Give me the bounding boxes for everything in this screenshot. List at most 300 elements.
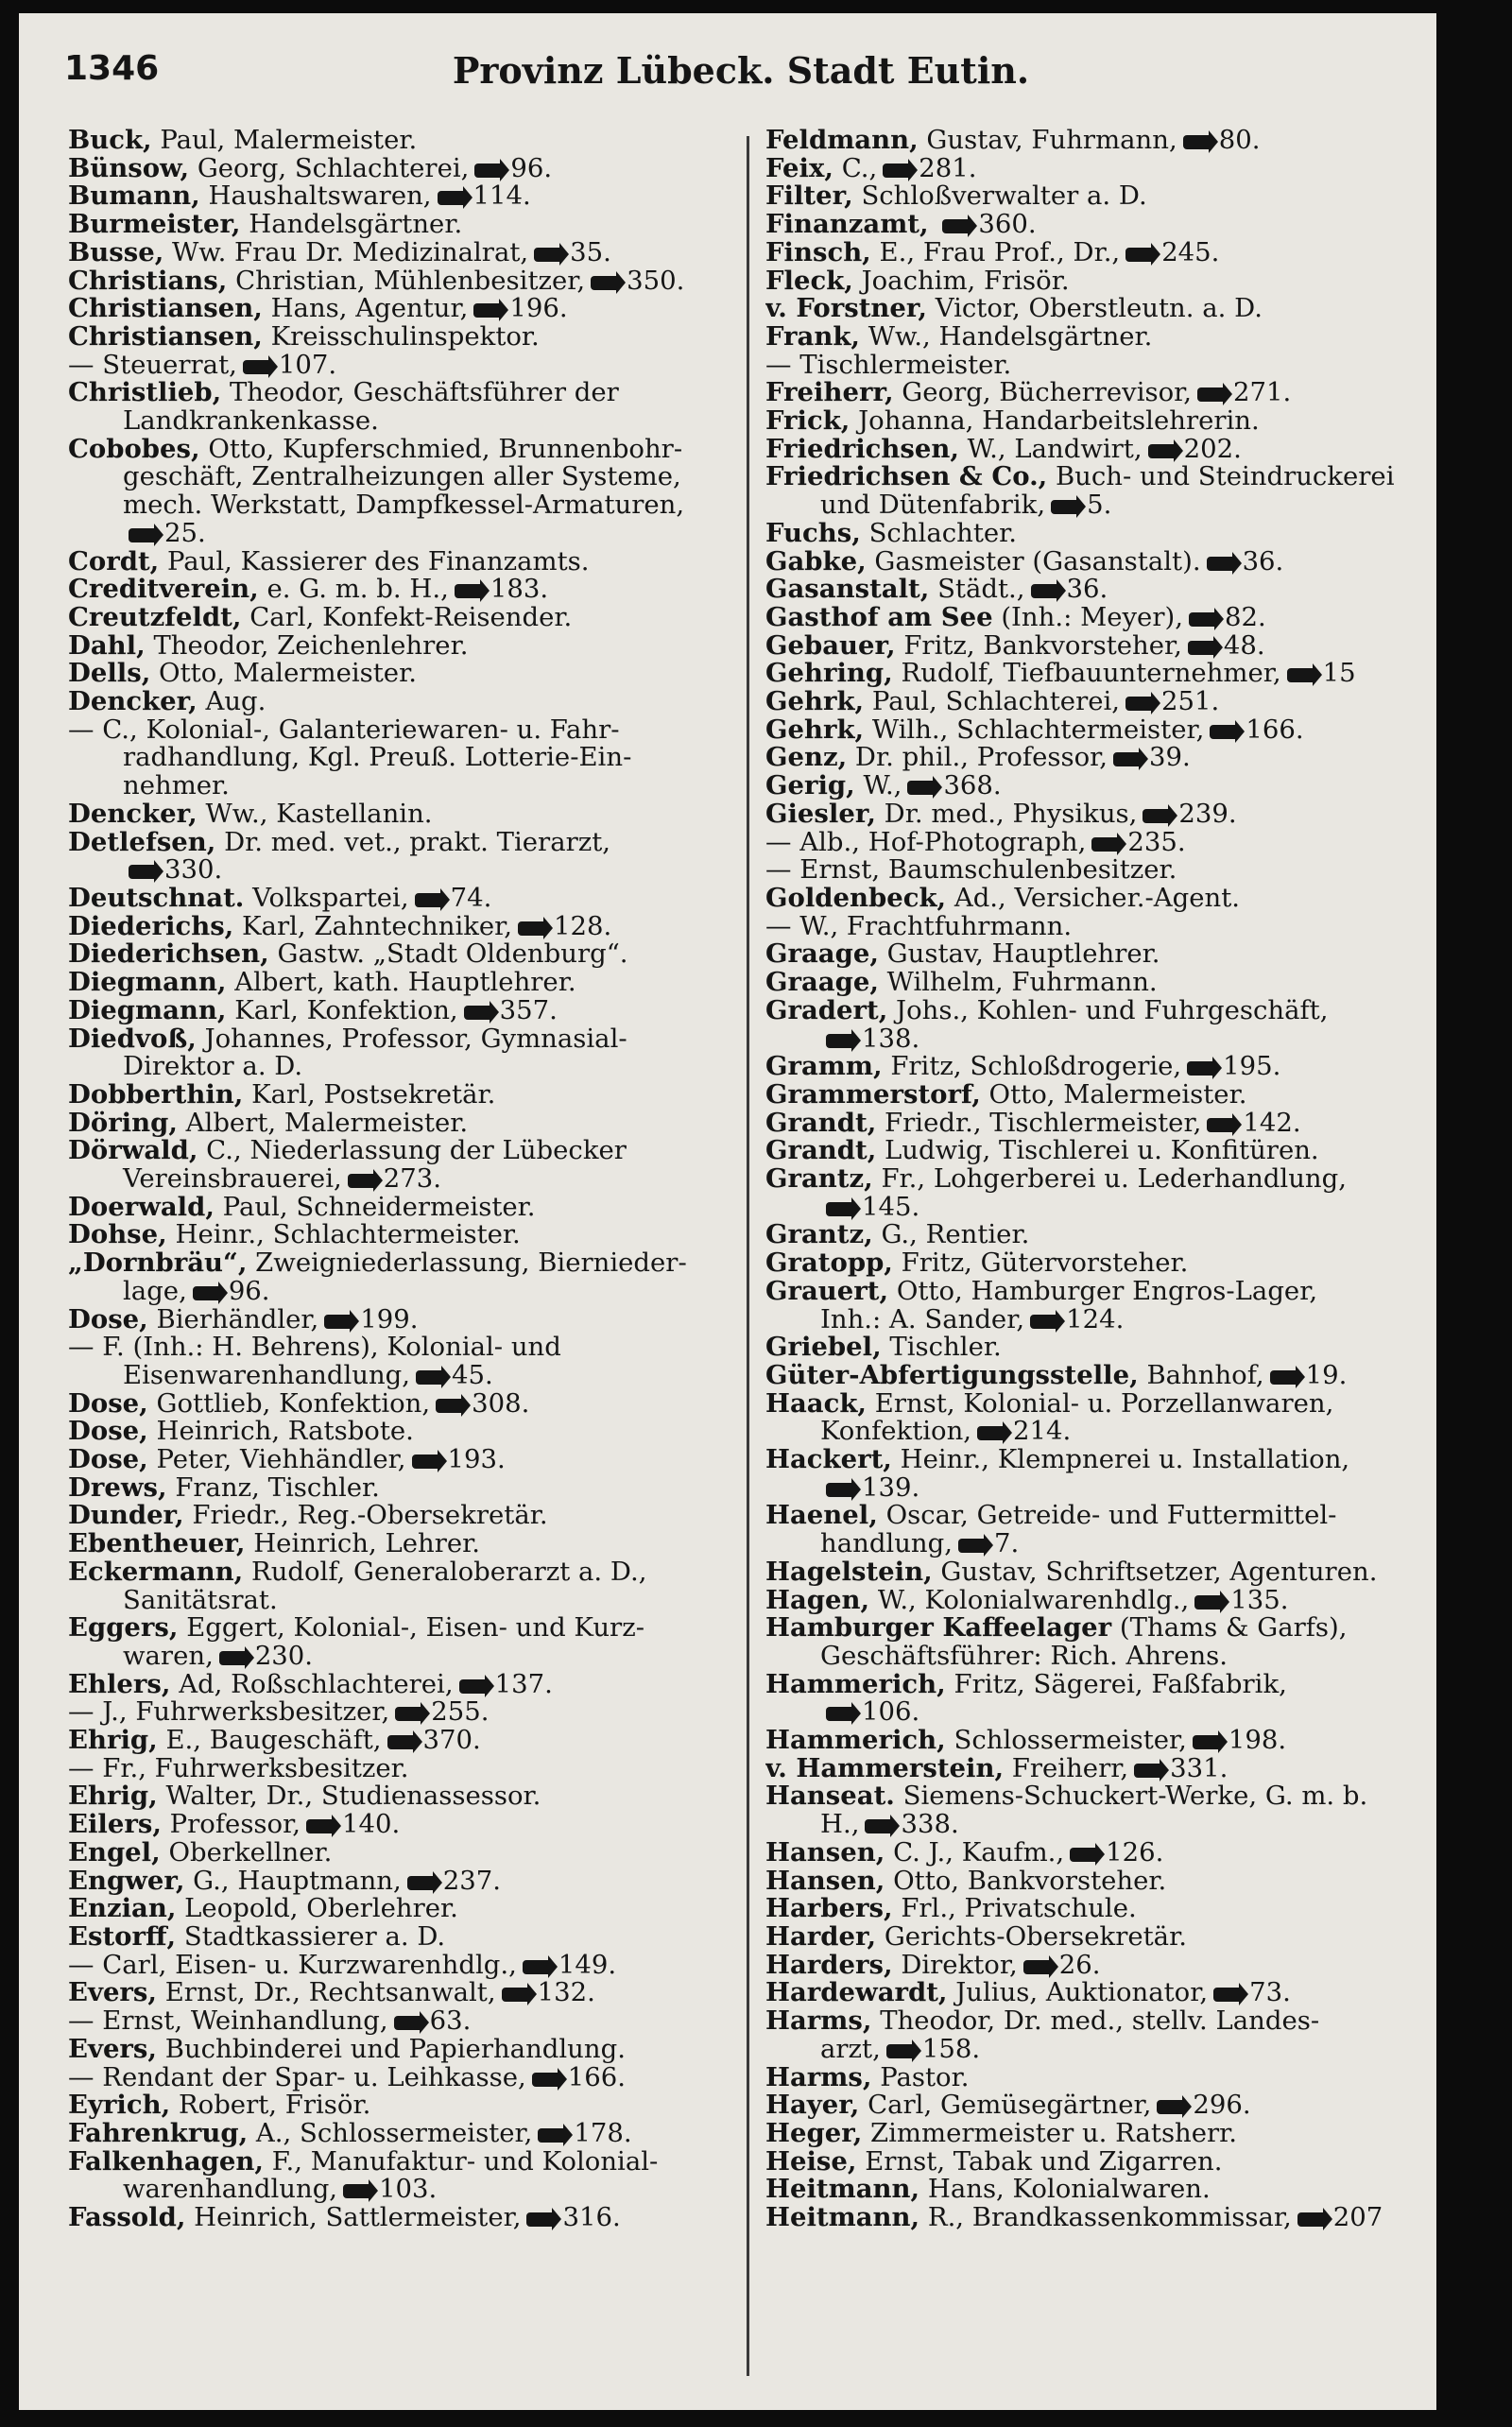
- entry-text: Gottlieb, Konfektion,: [156, 1389, 431, 1419]
- directory-entry: [765, 1811, 1436, 1839]
- phone-number: 273.: [383, 1165, 441, 1194]
- entry-text: Schloßverwalter a. D.: [861, 182, 1147, 212]
- entry-text: Zimmermeister u. Ratsherr.: [870, 2119, 1238, 2148]
- phone-number: 370.: [422, 1727, 481, 1755]
- phone-number: 138.: [862, 1024, 920, 1054]
- directory-entry: [765, 1614, 1436, 1643]
- directory-entry: [765, 1868, 1436, 1896]
- directory-entry: [765, 2091, 1436, 2120]
- entry-text: Friedr., Reg.-Obersekretär.: [192, 1502, 548, 1531]
- entry-text: Carl, Konfekt-Reisender.: [249, 603, 573, 632]
- directory-entry: [765, 1446, 1436, 1474]
- directory-page: [19, 13, 1436, 2410]
- directory-entry: [765, 688, 1436, 716]
- phone-number: 35.: [570, 238, 611, 267]
- entry-text: Ad, Roßschlachterei,: [179, 1670, 454, 1699]
- telephone-icon: [865, 1819, 893, 1833]
- entry-text: Pastor.: [880, 2063, 970, 2092]
- telephone-icon: [1207, 557, 1235, 571]
- entry-text: Carl, Gemüsegärtner,: [868, 2091, 1152, 2120]
- directory-entry: [765, 2148, 1436, 2177]
- telephone-icon: [883, 164, 911, 178]
- phone-number: 26.: [1058, 1951, 1101, 1980]
- directory-entry: [765, 155, 1436, 183]
- entry-text: Heinr., Klempnerei u. Installation,: [900, 1446, 1350, 1474]
- entry-text: Heinrich, Ratsbote.: [156, 1418, 414, 1447]
- directory-entry: [68, 856, 739, 885]
- entry-name: Doerwald,: [68, 1193, 215, 1222]
- telephone-icon: [219, 1651, 248, 1665]
- directory-entry: [765, 2176, 1436, 2204]
- phone-number: 103.: [379, 2176, 438, 2205]
- entry-text: Robert, Frisör.: [178, 2091, 371, 2120]
- directory-entry: [765, 1249, 1436, 1278]
- entry-text: Dr. phil., Professor,: [854, 744, 1108, 773]
- entry-name: Freiherr,: [765, 379, 894, 408]
- phone-number: 140.: [341, 1811, 401, 1839]
- directory-entry: [68, 913, 739, 941]
- telephone-icon: [1070, 1848, 1098, 1862]
- phone-number: 199.: [360, 1305, 419, 1334]
- phone-number: 142.: [1243, 1109, 1301, 1138]
- phone-number: 237.: [442, 1867, 501, 1896]
- directory-entry: [765, 744, 1436, 772]
- entry-text: Theodor, Geschäftsführer der: [229, 379, 619, 408]
- directory-entry: [765, 997, 1436, 1025]
- entry-text: Peter, Viehhändler,: [156, 1446, 406, 1474]
- page-number: 1346: [64, 49, 160, 88]
- telephone-icon: [826, 1483, 854, 1497]
- entry-text: Otto, Hamburger Engros-Lager,: [896, 1277, 1318, 1306]
- directory-entry: [765, 1755, 1436, 1783]
- phone-number: 15: [1322, 660, 1356, 689]
- entry-name: Fahrenkrug,: [68, 2119, 249, 2148]
- directory-entry: [765, 1952, 1436, 1980]
- directory-entry: [765, 1671, 1436, 1699]
- directory-entry: [68, 1025, 739, 1054]
- entry-name: Hansen,: [765, 1838, 885, 1868]
- entry-name: Dells,: [68, 660, 151, 689]
- directory-entry: [68, 1811, 739, 1839]
- entry-name: Feldmann,: [765, 127, 919, 155]
- directory-entry: [68, 436, 739, 464]
- entry-text: Buchbinderei und Papierhandlung.: [164, 2035, 626, 2064]
- entry-name: Eilers,: [68, 1811, 162, 1839]
- directory-entry: [68, 1390, 739, 1419]
- directory-entry: [68, 1530, 739, 1558]
- entry-name: Feix,: [765, 154, 833, 183]
- entry-name: Friedrichsen & Co.,: [765, 463, 1048, 492]
- telephone-icon: [826, 1202, 854, 1216]
- phone-number: 82.: [1224, 603, 1266, 632]
- entry-name: „Dornbräu“,: [68, 1249, 248, 1278]
- entry-text: Eggert, Kolonial-, Eisen- und Kurz-: [186, 1614, 644, 1643]
- entry-name: Evers,: [68, 2035, 157, 2064]
- entry-text: — J., Fuhrwerksbesitzer,: [68, 1698, 390, 1728]
- entry-name: Dencker,: [68, 800, 198, 829]
- entry-name: Grauert,: [765, 1277, 889, 1306]
- entry-text: Kreisschulinspektor.: [270, 322, 540, 352]
- entry-text: Fritz, Gütervorsteher.: [901, 1249, 1189, 1278]
- entry-text: Aug.: [205, 688, 266, 716]
- telephone-icon: [415, 893, 443, 907]
- entry-name: Heger,: [765, 2119, 863, 2148]
- telephone-icon: [416, 1370, 444, 1385]
- entry-name: Fuchs,: [765, 519, 861, 548]
- entry-name: Ehlers,: [68, 1670, 171, 1699]
- directory-entry: [765, 829, 1436, 857]
- directory-entry: [68, 1782, 739, 1811]
- directory-entry: [68, 1839, 739, 1868]
- phone-number: 202.: [1183, 435, 1242, 464]
- entry-text: — Carl, Eisen- u. Kurzwarenhdlg.,: [68, 1951, 517, 1980]
- entry-text: C.,: [841, 154, 878, 183]
- telephone-icon: [1148, 444, 1177, 458]
- directory-entry: [68, 2120, 739, 2148]
- entry-text: Paul, Schlachterei,: [871, 688, 1121, 716]
- phone-number: 114.: [472, 182, 531, 212]
- telephone-icon: [958, 1539, 987, 1553]
- telephone-icon: [306, 1819, 335, 1833]
- entry-text: W., Landwirt,: [967, 435, 1143, 464]
- directory-entry: [765, 856, 1436, 885]
- entry-text: Ernst, Kolonial- u. Porzellanwaren,: [874, 1389, 1334, 1419]
- directory-entry: [765, 211, 1436, 239]
- directory-entry: [68, 1952, 739, 1980]
- directory-entry: [765, 1474, 1436, 1503]
- entry-name: Hammerich,: [765, 1727, 946, 1755]
- telephone-icon: [1091, 837, 1120, 852]
- phone-number: 128.: [554, 912, 612, 941]
- entry-text: Otto, Bankvorsteher.: [893, 1867, 1167, 1896]
- entry-name: Eggers,: [68, 1614, 179, 1643]
- entry-text: Rudolf, Generaloberarzt a. D.,: [250, 1558, 647, 1587]
- directory-entry: [68, 267, 739, 296]
- telephone-icon: [826, 1034, 854, 1048]
- entry-name: Dobberthin,: [68, 1080, 244, 1110]
- entry-text: Fritz, Schloßdrogerie,: [890, 1053, 1182, 1081]
- directory-entry: [68, 604, 739, 632]
- entry-text: — Tischlermeister.: [765, 351, 1012, 380]
- entry-name: Eyrich,: [68, 2091, 171, 2120]
- directory-entry: [68, 211, 739, 239]
- entry-name: Graage,: [765, 940, 879, 970]
- phone-number: 198.: [1228, 1727, 1287, 1755]
- directory-entry: [68, 1755, 739, 1783]
- entry-name: Haack,: [765, 1389, 867, 1419]
- telephone-icon: [1207, 1118, 1235, 1132]
- entry-text: Direktor,: [901, 1951, 1018, 1980]
- entry-name: Dose,: [68, 1446, 148, 1474]
- directory-entry: [765, 2120, 1436, 2148]
- telephone-icon: [348, 1174, 376, 1188]
- telephone-icon: [1287, 668, 1315, 682]
- entry-text: Direktor a. D.: [123, 1053, 303, 1081]
- phone-number: 145.: [862, 1193, 920, 1222]
- entry-text: Landkrankenkasse.: [123, 407, 379, 436]
- directory-entry: [68, 1923, 739, 1952]
- entry-text: Heinr., Schlachtermeister.: [175, 1221, 521, 1250]
- entry-name: Cordt,: [68, 547, 160, 577]
- entry-text: Hans, Agentur,: [270, 295, 469, 323]
- directory-entry: [765, 1895, 1436, 1923]
- entry-name: Gradert,: [765, 996, 888, 1025]
- entry-name: Fassold,: [68, 2204, 186, 2232]
- telephone-icon: [395, 1707, 423, 1721]
- phone-number: 25.: [164, 519, 206, 548]
- entry-name: Güter-Abfertigungsstelle,: [765, 1361, 1139, 1390]
- directory-entry: [68, 323, 739, 352]
- entry-name: Drews,: [68, 1473, 167, 1503]
- directory-entry: [68, 885, 739, 913]
- directory-entry: [68, 969, 739, 997]
- entry-name: Finsch,: [765, 238, 871, 267]
- telephone-icon: [1023, 1960, 1052, 1974]
- directory-entry: [68, 829, 739, 857]
- entry-text: Oberkellner.: [168, 1838, 333, 1868]
- entry-text: Fritz, Bankvorsteher,: [903, 631, 1182, 661]
- directory-entry: [765, 127, 1436, 155]
- directory-entry: [765, 352, 1436, 380]
- entry-text: Volkspartei,: [252, 884, 409, 913]
- entry-text: E., Baugeschäft,: [165, 1727, 382, 1755]
- telephone-icon: [243, 360, 271, 374]
- entry-text: e. G. m. b. H.,: [266, 576, 449, 604]
- directory-entry: [765, 1081, 1436, 1110]
- directory-entry: [765, 1110, 1436, 1138]
- entry-text: Eisenwarenhandlung,: [123, 1361, 411, 1390]
- entry-name: Hagelstein,: [765, 1558, 933, 1587]
- entry-text: Siemens-Schuckert-Werke, G. m. b.: [902, 1782, 1368, 1812]
- entry-text: A., Schlossermeister,: [255, 2119, 533, 2148]
- directory-entry: [68, 1446, 739, 1474]
- entry-name: Gehring,: [765, 660, 893, 689]
- entry-name: Bumann,: [68, 182, 200, 212]
- phone-number: 107.: [278, 351, 337, 380]
- entry-name: Frank,: [765, 322, 860, 352]
- directory-entry: [68, 155, 739, 183]
- phone-number: 183.: [490, 576, 549, 604]
- entry-text: mech. Werkstatt, Dampfkessel-Armaturen,: [123, 491, 685, 520]
- entry-name: Friedrichsen,: [765, 435, 959, 464]
- telephone-icon: [1143, 809, 1171, 823]
- entry-text: Gustav, Hauptlehrer.: [886, 940, 1160, 970]
- phone-number: 39.: [1149, 744, 1191, 773]
- directory-entry: [765, 1839, 1436, 1868]
- directory-entry: [765, 1782, 1436, 1811]
- entry-text: nehmer.: [123, 772, 230, 800]
- entry-name: Evers,: [68, 1979, 157, 2008]
- telephone-icon: [1270, 1370, 1298, 1385]
- directory-entry: [765, 969, 1436, 997]
- entry-text: Bahnhof,: [1146, 1361, 1264, 1390]
- directory-entry: [68, 127, 739, 155]
- entry-text: handlung,: [820, 1530, 953, 1558]
- directory-entry: [765, 463, 1436, 491]
- entry-text: (Inh.: Meyer),: [1001, 603, 1183, 632]
- entry-name: Hackert,: [765, 1446, 892, 1474]
- directory-entry: [765, 1137, 1436, 1165]
- entry-text: Karl, Zahntechniker,: [242, 912, 513, 941]
- entry-text: Wilhelm, Fuhrmann.: [886, 969, 1158, 997]
- entry-name: Diegmann,: [68, 969, 227, 997]
- entry-text: Konfektion,: [820, 1418, 972, 1447]
- directory-entry: [765, 885, 1436, 913]
- telephone-icon: [1183, 135, 1211, 149]
- entry-text: Wilh., Schlachtermeister,: [871, 715, 1205, 745]
- directory-entry: [68, 1110, 739, 1138]
- entry-name: Busse,: [68, 238, 164, 267]
- entry-text: Paul, Schneidermeister.: [222, 1193, 536, 1222]
- entry-text: Julius, Auktionator,: [955, 1979, 1209, 2008]
- entry-name: Dose,: [68, 1389, 148, 1419]
- directory-entry: [68, 1221, 739, 1249]
- entry-text: Dr. med., Physikus,: [884, 800, 1138, 829]
- entry-name: Genz,: [765, 744, 848, 773]
- entry-text: Oscar, Getreide- und Futtermittel-: [885, 1502, 1337, 1531]
- directory-entry: [68, 1671, 739, 1699]
- directory-entry: [68, 1137, 739, 1165]
- telephone-icon: [129, 528, 157, 542]
- entry-text: Heinrich, Sattlermeister,: [194, 2204, 522, 2232]
- entry-text: Karl, Postsekretär.: [251, 1080, 496, 1110]
- telephone-icon: [474, 164, 503, 178]
- entry-text: Ludwig, Tischlerei u. Konfitüren.: [885, 1137, 1319, 1166]
- phone-number: 63.: [429, 2007, 472, 2036]
- directory-entry: [765, 436, 1436, 464]
- entry-name: Buck,: [68, 127, 152, 155]
- phone-number: 106.: [862, 1698, 920, 1728]
- telephone-icon: [1193, 1735, 1221, 1749]
- entry-name: Frick,: [765, 407, 850, 436]
- directory-entry: [765, 1643, 1436, 1671]
- telephone-icon: [1194, 1595, 1223, 1609]
- entry-name: Ehrig,: [68, 1727, 158, 1755]
- entry-text: Paul, Kassierer des Finanzamts.: [166, 547, 590, 577]
- directory-entry: [68, 463, 739, 491]
- entry-text: R., Brandkassenkommissar,: [927, 2204, 1292, 2232]
- phone-number: 73.: [1249, 1979, 1291, 2008]
- phone-number: 296.: [1193, 2091, 1251, 2120]
- running-title: Provinz Lübeck. Stadt Eutin.: [452, 49, 1030, 92]
- directory-entry: [68, 1474, 739, 1503]
- entry-name: Engwer,: [68, 1867, 185, 1896]
- entry-name: Bünsow,: [68, 154, 190, 183]
- entry-name: Grammerstorf,: [765, 1080, 981, 1110]
- phone-number: 316.: [562, 2204, 621, 2232]
- phone-number: 281.: [919, 154, 977, 183]
- entry-text: Johanna, Handarbeitslehrerin.: [858, 407, 1260, 436]
- directory-entry: [765, 800, 1436, 829]
- entry-text: F., Manufaktur- und Kolonial-: [271, 2147, 659, 2177]
- entry-text: — Alb., Hof-Photograph,: [765, 828, 1087, 857]
- entry-text: Haushaltswaren,: [208, 182, 432, 212]
- telephone-icon: [526, 2212, 555, 2227]
- entry-name: Dose,: [68, 1418, 148, 1447]
- directory-entry: [765, 913, 1436, 941]
- phone-number: 166.: [1246, 715, 1304, 745]
- directory-entry: [68, 1418, 739, 1446]
- entry-text: Buch- und Steindruckerei: [1055, 463, 1395, 492]
- entry-text: warenhandlung,: [123, 2176, 338, 2205]
- telephone-icon: [455, 584, 483, 598]
- phone-number: 135.: [1230, 1586, 1289, 1615]
- telephone-icon: [387, 1735, 416, 1749]
- entry-text: W., Kolonialwarenhdlg.,: [877, 1586, 1190, 1615]
- directory-entry: [68, 1587, 739, 1615]
- telephone-icon: [1188, 641, 1216, 655]
- telephone-icon: [1051, 500, 1079, 514]
- phone-number: 178.: [574, 2119, 632, 2148]
- entry-text: G., Rentier.: [881, 1221, 1030, 1250]
- entry-name: Creditverein,: [68, 576, 259, 604]
- telephone-icon: [343, 2184, 371, 2198]
- telephone-icon: [464, 1006, 492, 1020]
- entry-text: Paul, Malermeister.: [160, 127, 418, 155]
- telephone-icon: [438, 191, 466, 205]
- phone-number: 149.: [558, 1951, 617, 1980]
- phone-number: 196.: [509, 295, 568, 323]
- entry-text: Sanitätsrat.: [123, 1586, 278, 1615]
- entry-text: Stadtkassierer a. D.: [183, 1923, 446, 1952]
- telephone-icon: [1210, 725, 1238, 739]
- entry-name: Dörwald,: [68, 1137, 198, 1166]
- directory-entry: [765, 576, 1436, 604]
- phone-number: 158.: [921, 2035, 981, 2064]
- entry-name: Döring,: [68, 1109, 178, 1138]
- phone-number: 48.: [1223, 631, 1265, 661]
- directory-entry: [765, 1165, 1436, 1194]
- entry-name: Dahl,: [68, 631, 146, 661]
- entry-text: G., Hauptmann,: [193, 1867, 402, 1896]
- telephone-icon: [1030, 1315, 1058, 1329]
- directory-entry: [68, 1614, 739, 1643]
- directory-entry: [68, 716, 739, 745]
- directory-entry: [765, 2064, 1436, 2092]
- entry-text: Fritz, Sägerei, Faßfabrik,: [954, 1670, 1287, 1699]
- entry-name: v. Forstner,: [765, 295, 927, 323]
- phone-number: 330.: [164, 856, 223, 885]
- directory-entry: [765, 1221, 1436, 1249]
- entry-name: Diederichsen,: [68, 940, 269, 970]
- entry-text: lage,: [123, 1277, 187, 1306]
- entry-name: Christiansen,: [68, 295, 263, 323]
- entry-text: (Thams & Garfs),: [1119, 1614, 1348, 1643]
- left-column: [68, 127, 739, 2376]
- phone-number: 271.: [1233, 379, 1292, 408]
- entry-text: Hans, Kolonialwaren.: [927, 2176, 1211, 2205]
- entry-text: Walter, Dr., Studienassessor.: [165, 1782, 541, 1812]
- entry-text: Joachim, Frisör.: [861, 267, 1070, 296]
- directory-entry: [765, 1334, 1436, 1362]
- entry-name: Harder,: [765, 1923, 877, 1952]
- entry-text: — Steuerrat,: [68, 351, 237, 380]
- entry-text: W.,: [863, 772, 902, 800]
- telephone-icon: [1125, 697, 1154, 711]
- phone-number: 308.: [472, 1389, 530, 1419]
- entry-name: Gasanstalt,: [765, 576, 930, 604]
- phone-number: 137.: [494, 1670, 553, 1699]
- phone-number: 36.: [1066, 576, 1108, 604]
- entry-text: waren,: [123, 1642, 214, 1671]
- entry-name: Ehrig,: [68, 1782, 158, 1812]
- directory-entry: [68, 1306, 739, 1334]
- phone-number: 193.: [447, 1446, 506, 1474]
- entry-text: Vereinsbrauerei,: [123, 1165, 342, 1194]
- telephone-icon: [324, 1315, 352, 1329]
- entry-name: Christlieb,: [68, 379, 222, 408]
- entry-name: Filter,: [765, 182, 853, 212]
